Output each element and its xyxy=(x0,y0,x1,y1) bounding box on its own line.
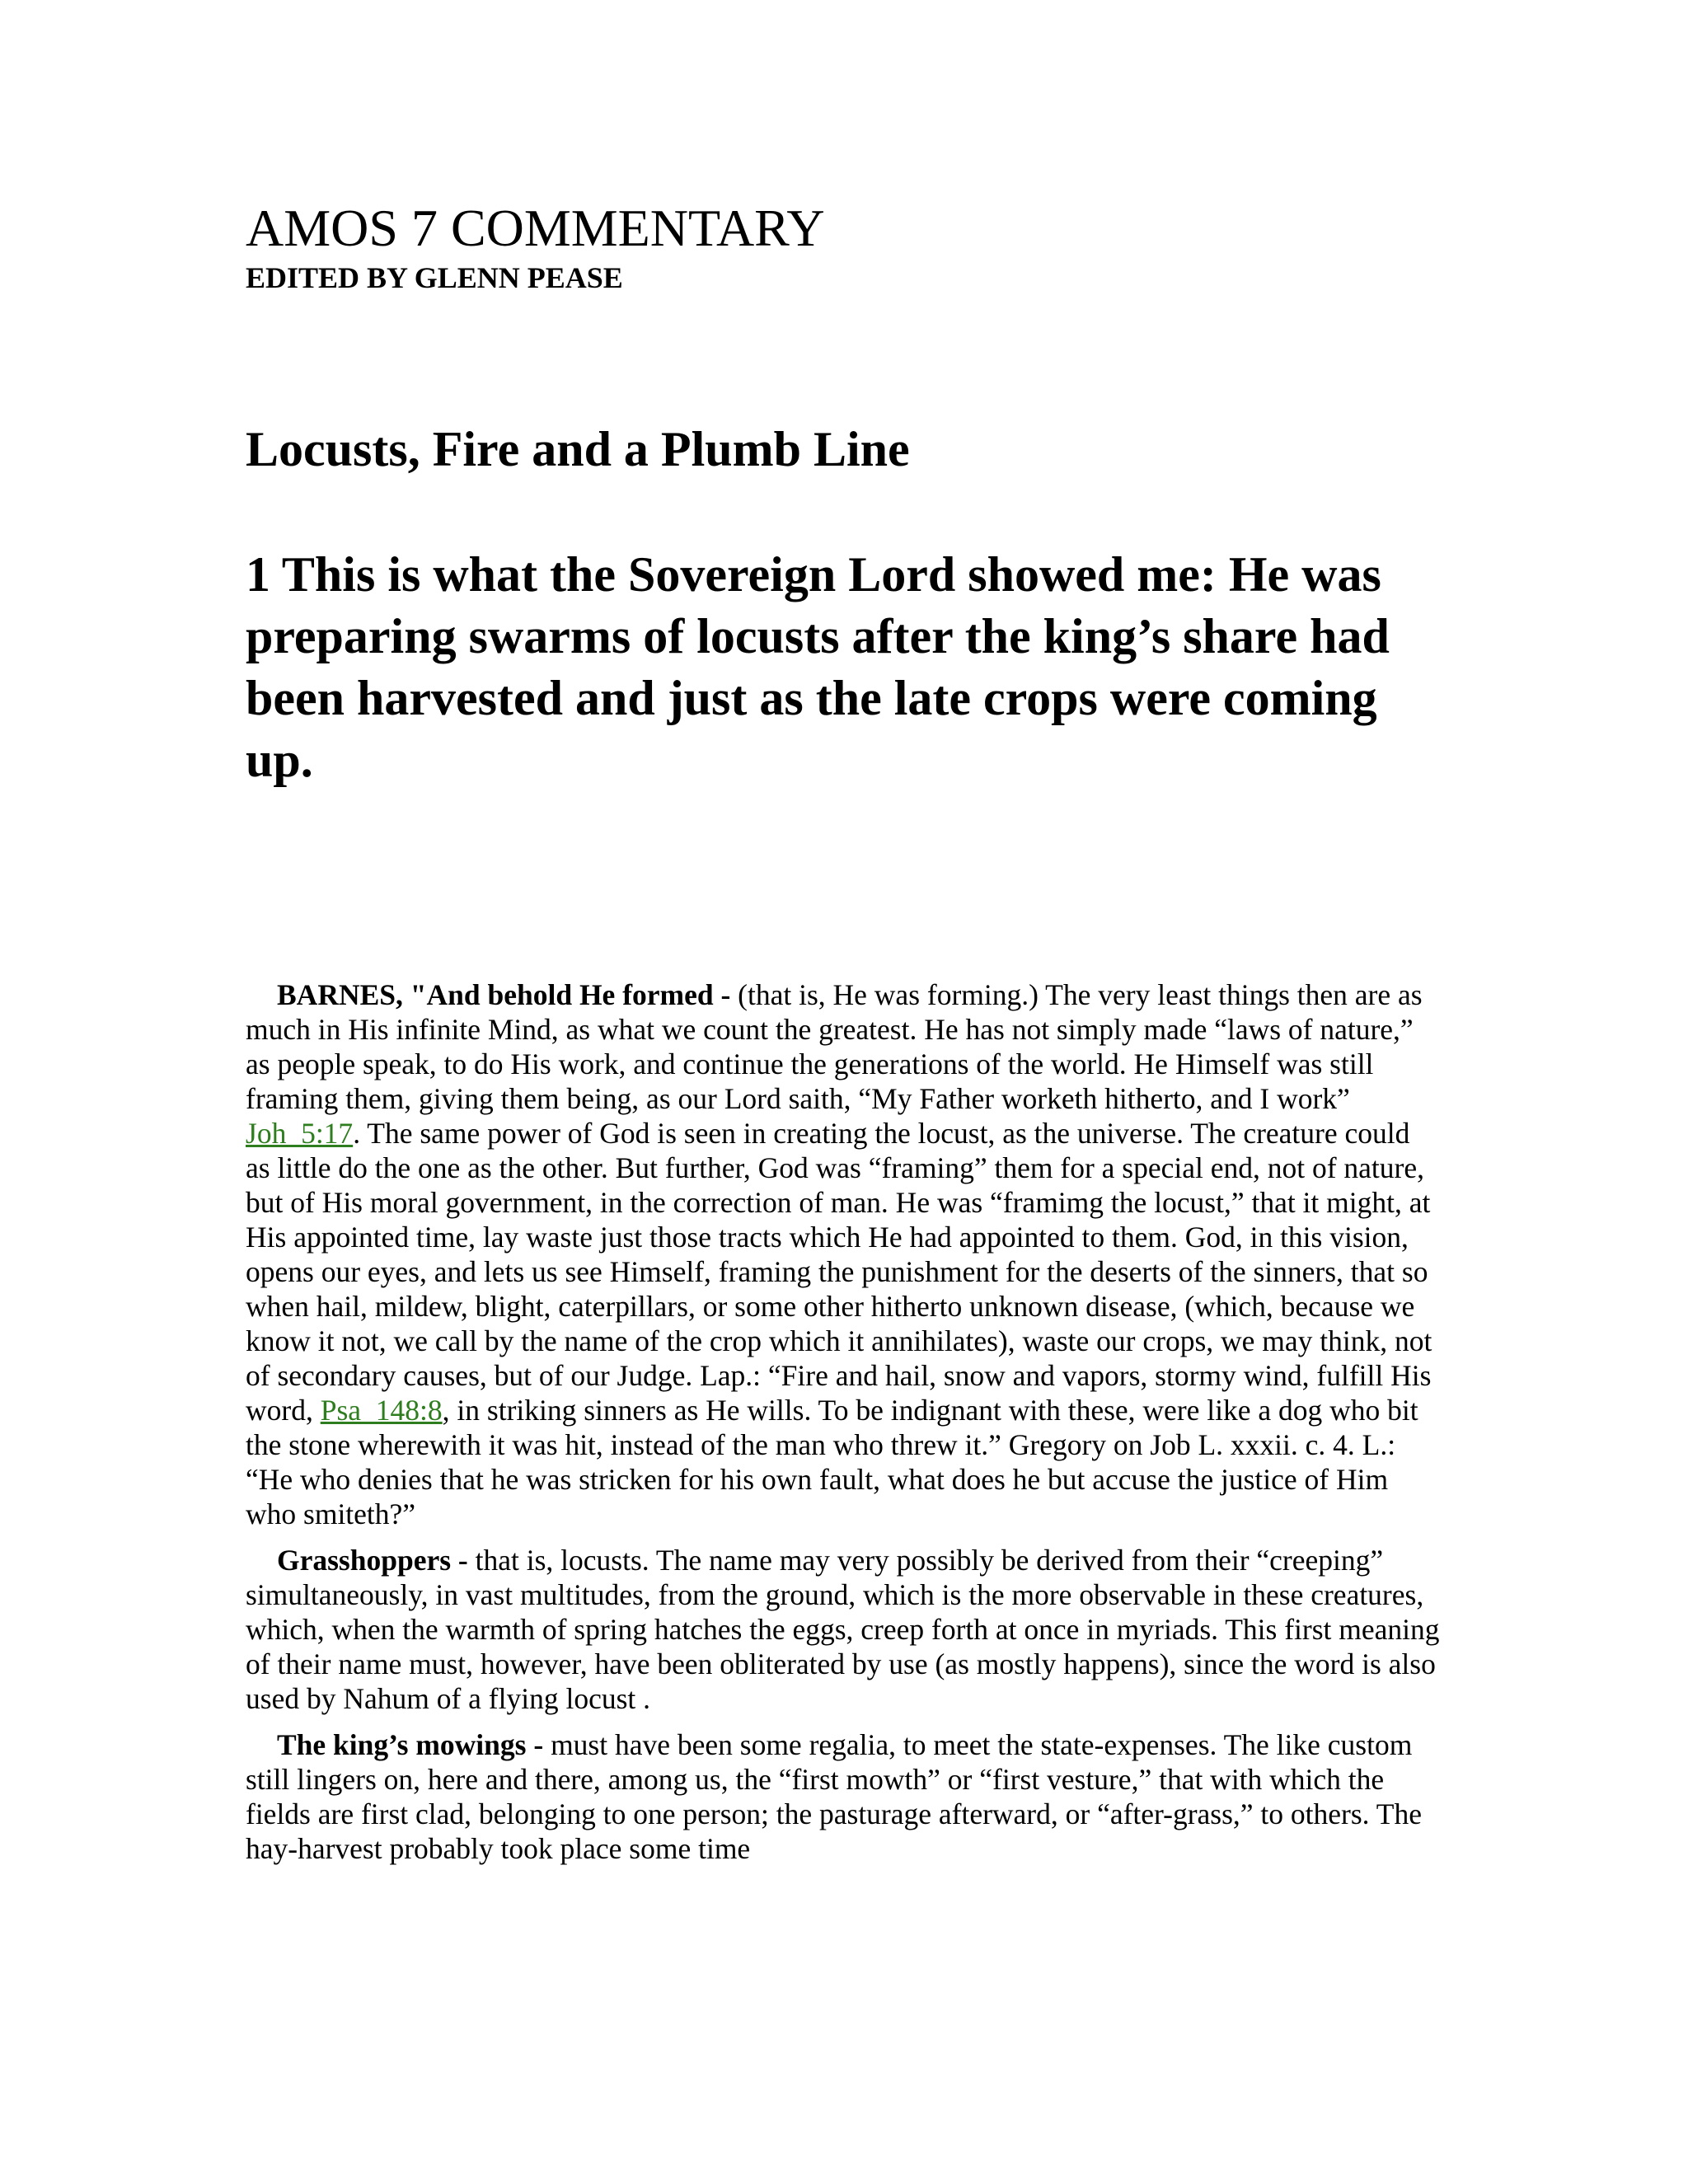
commentary-paragraph xyxy=(246,977,1441,1531)
commentary-body xyxy=(246,977,1441,1877)
commentary-paragraph xyxy=(246,1543,1441,1716)
paragraph-text: must have been some regalia, to meet the state-expenses. The like custom still lingers on, here and there, among us, the “first mowth” or “first vesture,” that with which the fields are first clad, belonging to one person; the pasturage afterward, or “after-grass,” to others. The hay-harvest probably took place some time xyxy=(246,1728,1422,1865)
paragraph-text: , in striking sinners as He wills. To be indignant with these, were like a dog who bit the stone wherewith it was hit, instead of the man who threw it.” Gregory on Job L. xxxii. c. 4. L.: “He who denies that he was stricken for his own fault, what does he but accuse the justice of Him who smiteth?” xyxy=(246,1394,1418,1530)
scripture-link-psalm[interactable]: Psa_148:8 xyxy=(320,1394,443,1427)
paragraph-lead: BARNES, "And behold He formed - xyxy=(277,978,738,1011)
section-heading: Locusts, Fire and a Plumb Line xyxy=(246,422,910,476)
document-title: AMOS 7 COMMENTARY xyxy=(246,199,825,257)
paragraph-text: . The same power of God is seen in creating the locust, as the universe. The creature could as little do the one as the other. But further, God was “framing” them for a special end, not of nature, but of His moral government, in the correction of man. He was “framimg the locust,” that it might, at His appointed time, lay waste just those tracts which He had appointed to them. God, in this vision, opens our eyes, and lets us see Himself, framing the punishment for the deserts of the sinners, that so when hail, mildew, blight, caterpillars, or some other hitherto unknown disease, (which, because we know it not, we call by the name of the crop which it annihilates), waste our crops, we may think, not of secondary causes, but of our Judge. Lap.: “Fire and hail, snow and vapors, stormy wind, fulfill His word, xyxy=(246,1117,1432,1427)
paragraph-text: (that is, He was forming.) The very least things then are as much in His infinite Mind, as what we count the greatest. He has not simply made “laws of nature,” as people speak, to do His work, and continue the generations of the world. He Himself was still framing them, giving them being, as our Lord saith, “My Father worketh hitherto, and I work” xyxy=(246,978,1423,1115)
document-subtitle: EDITED BY GLENN PEASE xyxy=(246,261,623,294)
commentary-paragraph xyxy=(246,1727,1441,1866)
paragraph-lead: The king’s mowings - xyxy=(277,1728,551,1761)
paragraph-text: that is, locusts. The name may very possibly be derived from their “creeping” simultaneously, in vast multitudes, from the ground, which is the more observable in these creatures, which, when the warmth of spring hatches the eggs, creep forth at once in myriads. This first meaning of their name must, however, have been obliterated by use (as mostly happens), since the word is also used by Nahum of a flying locust . xyxy=(246,1544,1440,1715)
verse-text: 1 This is what the Sovereign Lord showed me: He was preparing swarms of locusts after the king’s share had been harvested and just as the late crops were coming up. xyxy=(246,547,1390,787)
paragraph-lead: Grasshoppers - xyxy=(277,1544,476,1577)
scripture-link-john[interactable]: Joh_5:17 xyxy=(246,1117,354,1150)
